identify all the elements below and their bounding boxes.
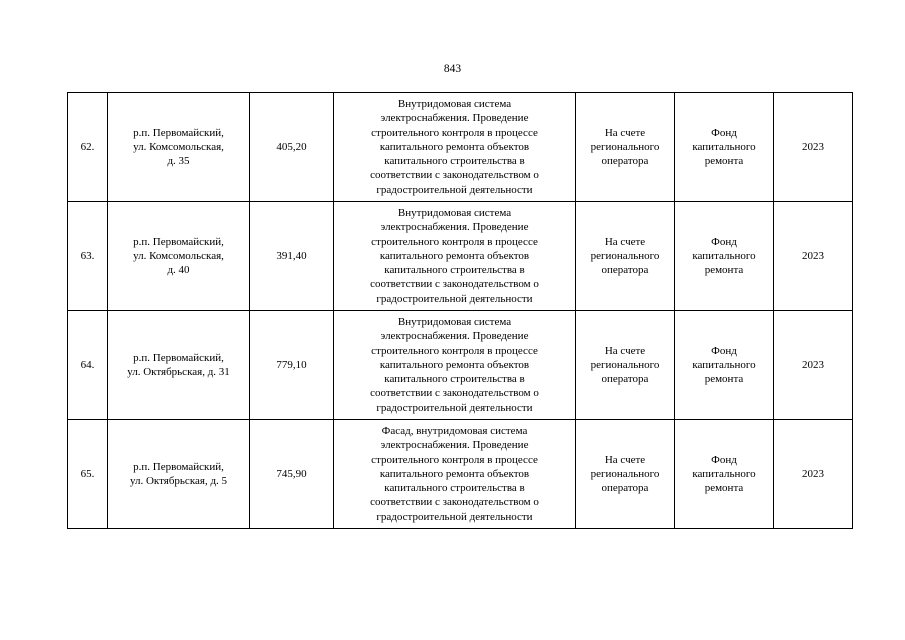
address-line: ул. Комсомольская, (133, 140, 224, 153)
work-type-line: градостроительной деятельности (376, 183, 533, 196)
address-cell (108, 311, 250, 420)
area-cell: 745,90 (250, 420, 334, 529)
funding-source-line: Фонд (711, 126, 737, 139)
work-type-line: капитального строительства в (384, 155, 525, 168)
address-line: ул. Октябрьская, д. 5 (129, 475, 228, 487)
funding-source-line: Фонд (711, 453, 737, 466)
work-type-line: электроснабжения. Проведение (380, 439, 529, 452)
funding-source-cell (675, 202, 774, 311)
year-cell: 2023 (774, 311, 853, 420)
work-type-cell (334, 202, 576, 311)
table-row (68, 202, 853, 311)
fund-account-line: регионального (590, 358, 660, 371)
area-cell: 391,40 (250, 202, 334, 311)
funding-source-line: Фонд (711, 344, 737, 357)
year-cell: 2023 (774, 202, 853, 311)
fund-account-line: оператора (601, 155, 649, 168)
area-cell: 779,10 (250, 311, 334, 420)
row-number-cell: 65. (68, 420, 108, 529)
funding-source-line: ремонта (704, 482, 744, 495)
work-type-line: строительного контроля в процессе (371, 453, 538, 466)
funding-source-cell (675, 311, 774, 420)
fund-account-line: На счете (604, 235, 646, 248)
work-type-line: соответствии с законодательством о (370, 278, 539, 291)
address-line: р.п. Первомайский, (133, 460, 224, 473)
capital-repair-table (67, 92, 853, 529)
fund-account-line: На счете (604, 126, 646, 139)
funding-source-line: капитального (692, 140, 756, 153)
work-type-line: капитального ремонта объектов (379, 140, 530, 153)
work-type-line: градостроительной деятельности (376, 510, 533, 523)
funding-source-line: ремонта (704, 155, 744, 168)
area-cell: 405,20 (250, 93, 334, 202)
work-type-line: Фасад, внутридомовая система (381, 425, 528, 438)
funding-source-line: Фонд (711, 235, 737, 248)
year-cell: 2023 (774, 93, 853, 202)
fund-account-line: регионального (590, 249, 660, 262)
work-type-line: капитального ремонта объектов (379, 358, 530, 371)
work-type-line: капитального ремонта объектов (379, 249, 530, 262)
funding-source-line: ремонта (704, 373, 744, 386)
table-row (68, 420, 853, 529)
funding-source-cell (675, 93, 774, 202)
fund-account-cell (576, 93, 675, 202)
work-type-line: капитального строительства в (384, 264, 525, 277)
address-cell (108, 93, 250, 202)
fund-account-line: оператора (601, 373, 649, 386)
row-number-cell: 63. (68, 202, 108, 311)
funding-source-line: капитального (692, 358, 756, 371)
funding-source-line: капитального (692, 249, 756, 262)
work-type-line: градостроительной деятельности (376, 292, 533, 305)
fund-account-line: регионального (590, 140, 660, 153)
funding-source-cell (675, 420, 774, 529)
work-type-line: Внутридомовая система (397, 207, 512, 220)
work-type-line: Внутридомовая система (397, 98, 512, 111)
row-number-cell: 64. (68, 311, 108, 420)
funding-source-line: капитального (692, 467, 756, 480)
funding-source-line: ремонта (704, 264, 744, 277)
address-line: р.п. Первомайский, (133, 351, 224, 364)
work-type-line: Внутридомовая система (397, 316, 512, 329)
work-type-line: капитального строительства в (384, 482, 525, 495)
address-line: ул. Комсомольская, (133, 249, 224, 262)
page-number: 843 (443, 63, 462, 75)
work-type-cell (334, 311, 576, 420)
work-type-line: электроснабжения. Проведение (380, 112, 529, 125)
address-line: р.п. Первомайский, (133, 235, 224, 248)
address-line: д. 40 (167, 264, 190, 277)
fund-account-line: На счете (604, 344, 646, 357)
work-type-line: градостроительной деятельности (376, 401, 533, 414)
table-body (68, 93, 853, 529)
fund-account-line: оператора (601, 482, 649, 495)
work-type-line: капитального строительства в (384, 373, 525, 386)
work-type-line: электроснабжения. Проведение (380, 330, 529, 343)
address-cell (108, 202, 250, 311)
table-row (68, 93, 853, 202)
address-line: ул. Октябрьская, д. 31 (127, 366, 230, 378)
fund-account-cell (576, 420, 675, 529)
row-number-cell: 62. (68, 93, 108, 202)
fund-account-cell (576, 311, 675, 420)
work-type-line: соответствии с законодательством о (370, 387, 539, 400)
work-type-line: строительного контроля в процессе (371, 126, 538, 139)
work-type-line: капитального ремонта объектов (379, 467, 530, 480)
address-cell (108, 420, 250, 529)
work-type-line: электроснабжения. Проведение (380, 221, 529, 234)
fund-account-cell (576, 202, 675, 311)
fund-account-line: На счете (604, 453, 646, 466)
fund-account-line: регионального (590, 467, 660, 480)
year-cell: 2023 (774, 420, 853, 529)
work-type-line: строительного контроля в процессе (371, 344, 538, 357)
work-type-cell (334, 420, 576, 529)
address-line: д. 35 (167, 155, 190, 168)
fund-account-line: оператора (601, 264, 649, 277)
table-row (68, 311, 853, 420)
work-type-line: строительного контроля в процессе (371, 235, 538, 248)
work-type-line: соответствии с законодательством о (370, 496, 539, 509)
work-type-line: соответствии с законодательством о (370, 169, 539, 182)
address-line: р.п. Первомайский, (133, 126, 224, 139)
work-type-cell (334, 93, 576, 202)
